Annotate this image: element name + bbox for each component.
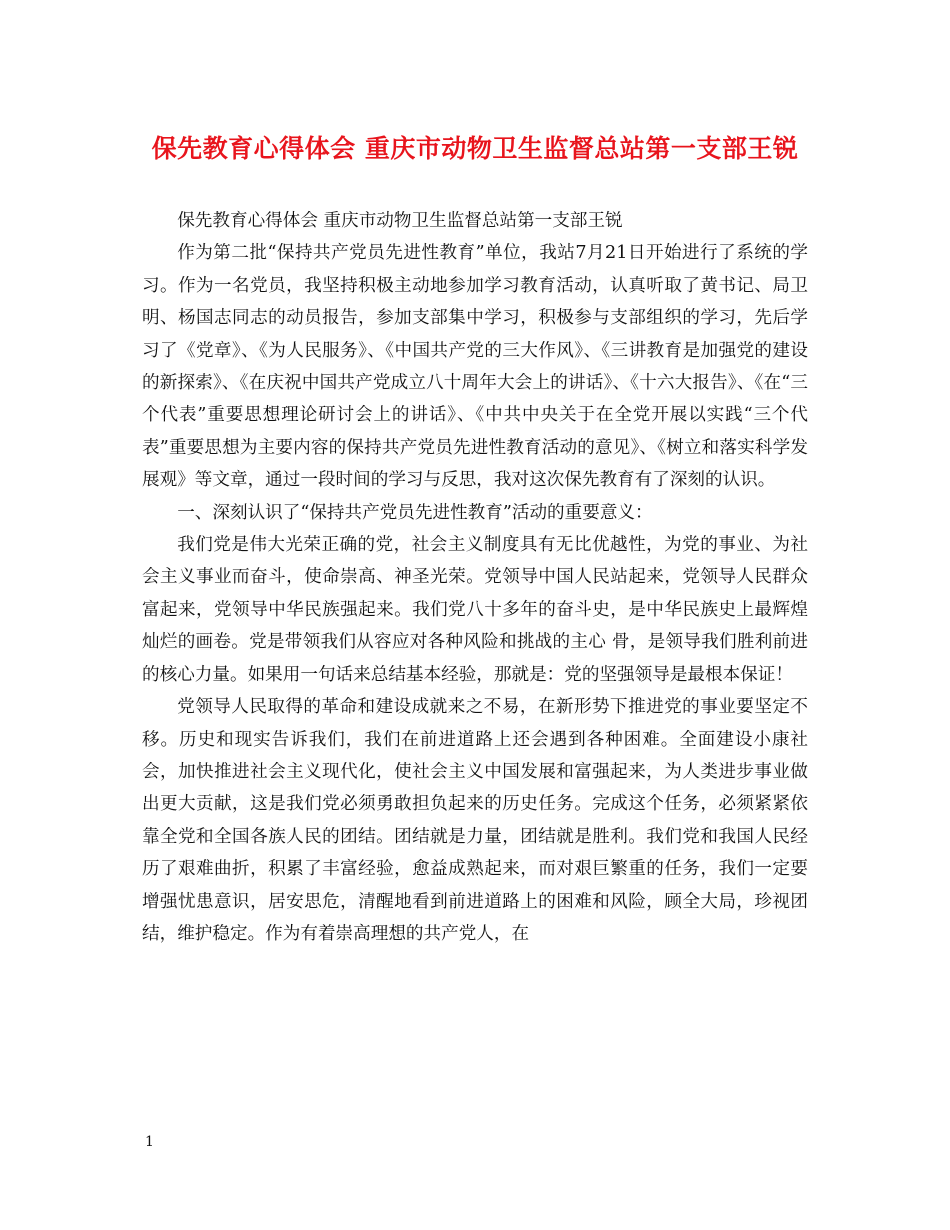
paragraph-intro: 作为第二批“保持共产党员先进性教育”单位，我站7月21日开始进行了系统的学习。作为一名党员，我坚持积极主动地参加学习教育活动，认真听取了黄书记、局卫明、杨国志同志的动员报告，参加支部集中学习，积极参与支部组织的学习，先后学习了《党章》、《为人民服务》、《中国共产党的三大作风》、《三讲教育是加强党的建设的新探索》、《在庆祝中国共产党成立八十周年大会上的讲话》、《十六大报告》、《在“三个代表”重要思想理论研讨会上的讲话》、《中共中央关于在全党开展以实践“三个代表”重要思想为主要内容的保持共产党员先进性教育活动的意见》、《树立和落实科学发展观》等文章，通过一段时间的学习与反思，我对这次保先教育有了深刻的认识。	[142, 243, 808, 491]
paragraph-subtitle: 保先教育心得体会 重庆市动物卫生监督总站第一支部王锐	[177, 211, 623, 231]
paragraph-party-greatness: 我们党是伟大光荣正确的党，社会主义制度具有无比优越性，为党的事业、为社会主义事业而奋斗，使命崇高、神圣光荣。党领导中国人民站起来，党领导人民群众富起来，党领导中华民族强起来。我们党八十多年的奋斗史，是中华民族史上最辉煌灿烂的画卷。党是带领我们从容应对各种风险和挑战的主心 骨，是领导我们胜利前进的核心力量。如果用一句话来总结基本经验，那就是：党的坚强领导是最根本保证！	[142, 535, 808, 685]
document-body	[142, 205, 808, 950]
paragraph-section-heading: 一、深刻认识了“保持共产党员先进性教育”活动的重要意义：	[177, 502, 653, 523]
document-title: 保先教育心得体会 重庆市动物卫生监督总站第一支部王锐	[151, 134, 799, 163]
paragraph-party-achievements: 党领导人民取得的革命和建设成就来之不易，在新形势下推进党的事业要坚定不移。历史和现实告诉我们，我们在前进道路上还会遇到各种困难。全面建设小康社会，加快推进社会主义现代化，使社会主义中国发展和富强起来，为人类进步事业做出更大贡献，这是我们党必须勇敢担负起来的历史任务。完成这个任务，必须紧紧依靠全党和全国各族人民的团结。团结就是力量，团结就是胜利。我们党和我国人民经历了艰难曲折，积累了丰富经验，愈益成熟起来，而对艰巨繁重的任务，我们一定要增强忧患意识，居安思危，清醒地看到前进道路上的困难和风险，顾全大局，珍视团结，维护稳定。作为有着崇高理想的共产党人，在	[142, 697, 808, 944]
page-number: 1	[145, 1134, 154, 1150]
